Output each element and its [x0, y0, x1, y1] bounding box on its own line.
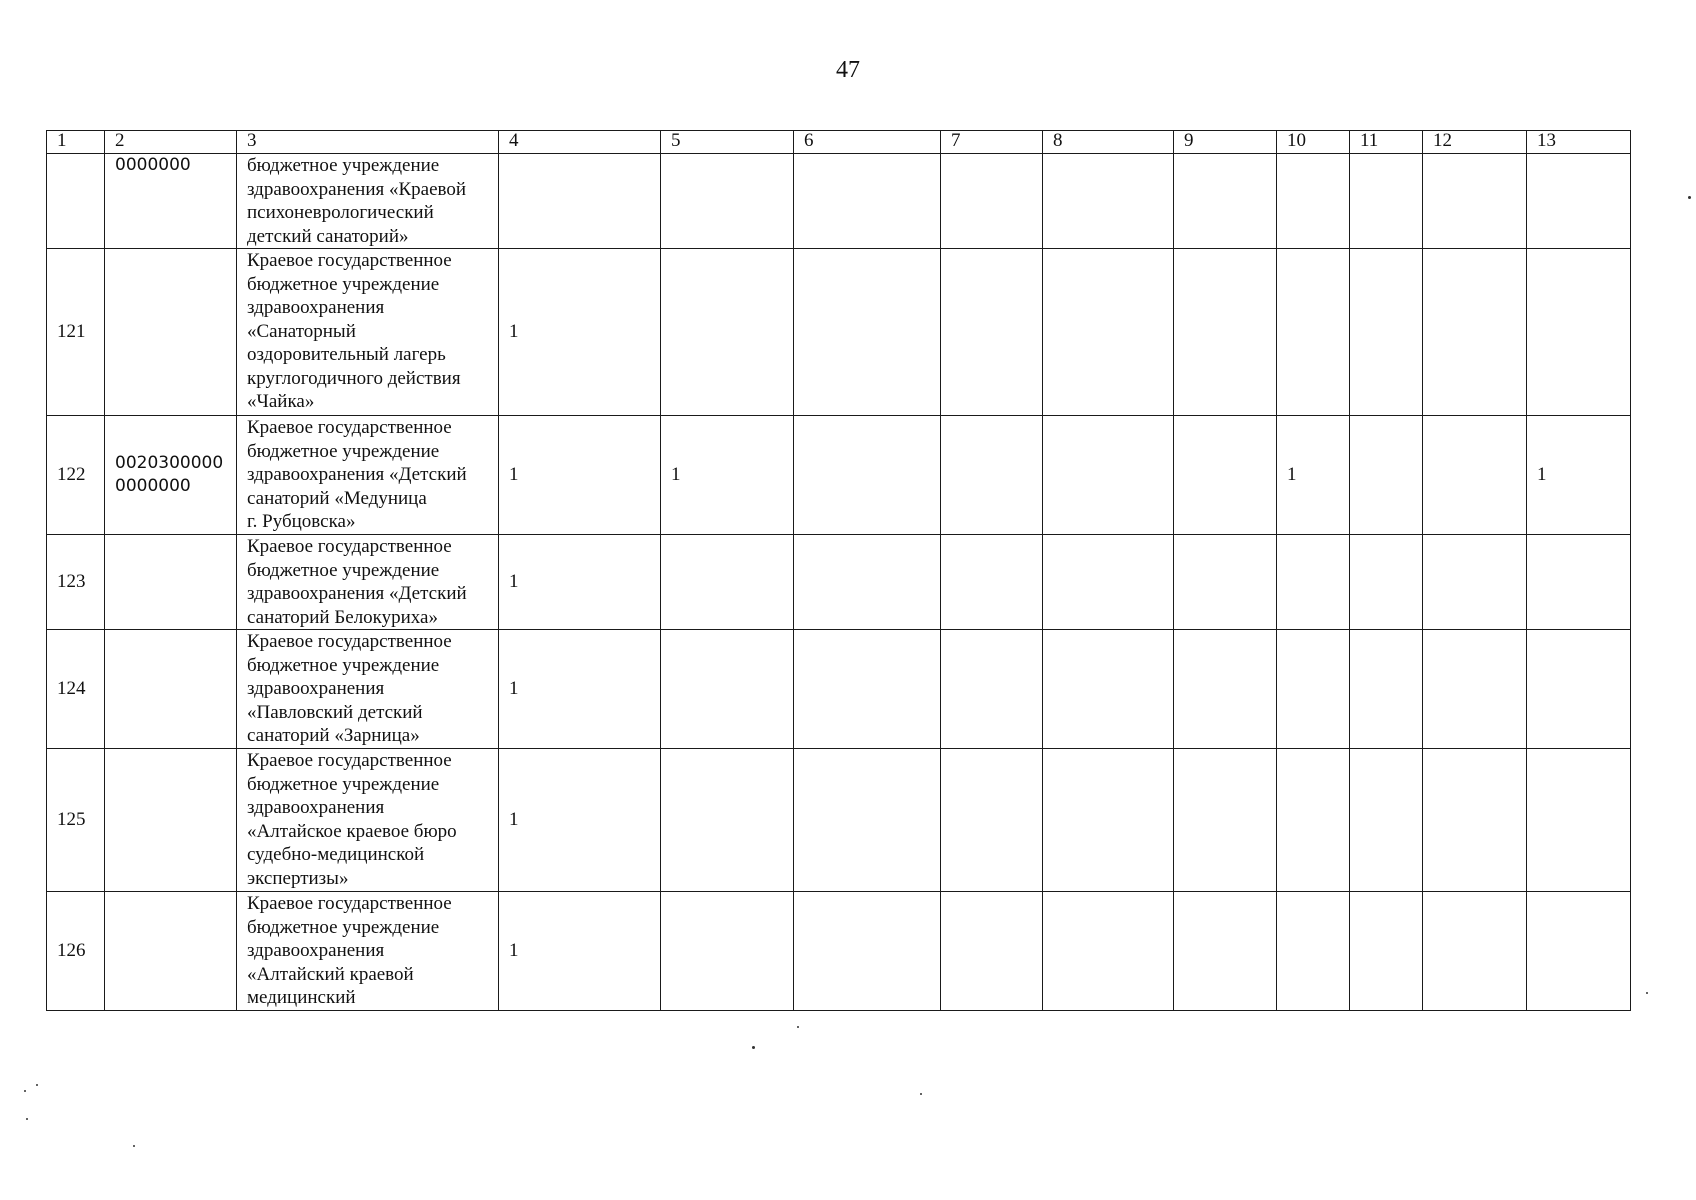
- row-number-cell: 121: [47, 249, 105, 416]
- row-number-cell: 125: [47, 749, 105, 892]
- code-cell: [105, 416, 237, 535]
- empty-cell: [1043, 154, 1174, 249]
- table-row: [47, 416, 1631, 535]
- column-number: 8: [1043, 131, 1174, 154]
- table-row: [47, 630, 1631, 749]
- empty-cell: [1423, 630, 1527, 749]
- institution-name-cell: [237, 630, 499, 749]
- scan-speck: [36, 1084, 38, 1086]
- empty-cell: [1043, 892, 1174, 1011]
- empty-cell: [1043, 535, 1174, 630]
- empty-cell: [941, 416, 1043, 535]
- institution-name-line: здравоохранения: [247, 297, 385, 318]
- column-number: 1: [47, 131, 105, 154]
- column-number: 9: [1174, 131, 1277, 154]
- empty-cell: [1423, 249, 1527, 416]
- empty-cell: [1423, 154, 1527, 249]
- empty-cell: [1174, 749, 1277, 892]
- empty-cell: [1043, 630, 1174, 749]
- institution-name-line: санаторий «Медуница: [247, 487, 427, 509]
- institution-name-line: бюджетное учреждение: [247, 273, 440, 295]
- scan-speck: [133, 1145, 135, 1147]
- value-cell: 1: [499, 749, 661, 892]
- empty-cell: [1043, 749, 1174, 892]
- institution-name-cell: [237, 892, 499, 1011]
- empty-cell: [1350, 749, 1423, 892]
- value-cell: [661, 535, 794, 630]
- institution-name-line: медицинский: [247, 987, 356, 1008]
- code-cell: [105, 630, 237, 749]
- institution-name-cell: [237, 416, 499, 535]
- institution-name-line: «Алтайский краевой: [247, 963, 414, 985]
- institution-name-cell: [237, 749, 499, 892]
- empty-cell: [1174, 892, 1277, 1011]
- institution-name-cell: [237, 535, 499, 630]
- institution-name-line: оздоровительный лагерь: [247, 344, 446, 365]
- institution-name-line: детский санаторий»: [247, 225, 409, 247]
- empty-cell: [794, 749, 941, 892]
- value-cell: 1: [499, 249, 661, 416]
- institution-name-line: бюджетное учреждение: [247, 654, 440, 676]
- empty-cell: [1043, 249, 1174, 416]
- empty-cell: [1423, 535, 1527, 630]
- empty-cell: [1174, 630, 1277, 749]
- table-body: [47, 131, 1631, 1011]
- code-cell: 0000000: [105, 154, 237, 249]
- institution-name-line: «Павловский детский: [247, 701, 423, 723]
- empty-cell: [941, 892, 1043, 1011]
- table-row: [47, 749, 1631, 892]
- value-cell: 1: [499, 535, 661, 630]
- empty-cell: [794, 892, 941, 1011]
- institution-name-line: «Чайка»: [247, 391, 315, 412]
- value-cell: [1277, 535, 1350, 630]
- row-number-cell: 124: [47, 630, 105, 749]
- column-number: 11: [1350, 131, 1423, 154]
- institution-name-line: бюджетное учреждение: [247, 559, 440, 581]
- institution-name-line: санаторий «Зарница»: [247, 725, 420, 746]
- empty-cell: [941, 249, 1043, 416]
- empty-cell: [1423, 749, 1527, 892]
- value-cell: [1527, 249, 1631, 416]
- empty-cell: [1174, 154, 1277, 249]
- institution-name-line: «Алтайское краевое бюро: [247, 820, 457, 842]
- value-cell: [1277, 154, 1350, 249]
- value-cell: [1527, 630, 1631, 749]
- value-cell: 1: [661, 416, 794, 535]
- institution-name-line: Краевое государственное: [247, 250, 452, 271]
- empty-cell: [794, 154, 941, 249]
- institution-name-line: круглогодичного действия: [247, 367, 461, 389]
- empty-cell: [794, 630, 941, 749]
- institution-name-line: бюджетное учреждение: [247, 773, 440, 795]
- empty-cell: [1423, 892, 1527, 1011]
- institution-name-line: экспертизы»: [247, 867, 349, 889]
- empty-cell: [1174, 535, 1277, 630]
- code-cell: [105, 749, 237, 892]
- column-number: 7: [941, 131, 1043, 154]
- scan-speck: [752, 1046, 755, 1049]
- value-cell: [1527, 154, 1631, 249]
- empty-cell: [1350, 535, 1423, 630]
- row-number-cell: 122: [47, 416, 105, 535]
- empty-cell: [941, 630, 1043, 749]
- column-number: 5: [661, 131, 794, 154]
- value-cell: 1: [1527, 416, 1631, 535]
- institution-name-line: Краевое государственное: [247, 536, 452, 557]
- institution-name-line: бюджетное учреждение: [247, 916, 440, 938]
- code-line: 0020300000: [115, 453, 224, 473]
- institution-name-line: г. Рубцовска»: [247, 511, 356, 532]
- empty-cell: [1174, 249, 1277, 416]
- value-cell: [499, 154, 661, 249]
- empty-cell: [1423, 416, 1527, 535]
- table-row: [47, 249, 1631, 416]
- value-cell: 1: [499, 892, 661, 1011]
- scan-speck: [920, 1093, 922, 1095]
- empty-cell: [1350, 416, 1423, 535]
- scan-speck: [797, 1026, 799, 1028]
- institution-name-line: здравоохранения: [247, 797, 385, 818]
- institution-name-line: психоневрологический: [247, 202, 434, 223]
- code-cell: [105, 892, 237, 1011]
- value-cell: [1277, 892, 1350, 1011]
- value-cell: [661, 249, 794, 416]
- table-row: [47, 892, 1631, 1011]
- empty-cell: [1350, 892, 1423, 1011]
- column-number: 4: [499, 131, 661, 154]
- value-cell: [1527, 892, 1631, 1011]
- empty-cell: [1174, 416, 1277, 535]
- column-number: 13: [1527, 131, 1631, 154]
- value-cell: [1277, 630, 1350, 749]
- value-cell: [1277, 749, 1350, 892]
- column-number: 6: [794, 131, 941, 154]
- row-number-cell: [47, 154, 105, 249]
- row-number-cell: 123: [47, 535, 105, 630]
- registry-table: [46, 130, 1631, 1011]
- institution-name-line: здравоохранения «Детский: [247, 464, 467, 485]
- scan-speck: [1646, 992, 1648, 994]
- table-row: [47, 154, 1631, 249]
- value-cell: 1: [499, 630, 661, 749]
- institution-name-line: Краевое государственное: [247, 750, 452, 771]
- value-cell: [1527, 749, 1631, 892]
- value-cell: [1527, 535, 1631, 630]
- empty-cell: [1350, 630, 1423, 749]
- column-number: 12: [1423, 131, 1527, 154]
- institution-name-line: Краевое государственное: [247, 417, 452, 438]
- empty-cell: [794, 249, 941, 416]
- institution-name-line: здравоохранения: [247, 678, 385, 699]
- institution-name-line: здравоохранения «Краевой: [247, 178, 467, 200]
- empty-cell: [1350, 154, 1423, 249]
- institution-name-line: здравоохранения «Детский: [247, 583, 467, 604]
- institution-name-cell: [237, 249, 499, 416]
- column-number-row: [47, 131, 1631, 154]
- empty-cell: [941, 749, 1043, 892]
- value-cell: 1: [499, 416, 661, 535]
- page-number: 47: [836, 57, 860, 83]
- empty-cell: [794, 535, 941, 630]
- value-cell: [661, 892, 794, 1011]
- code-line: 0000000: [115, 476, 191, 496]
- institution-name-line: бюджетное учреждение: [247, 440, 440, 462]
- institution-name-cell: [237, 154, 499, 249]
- empty-cell: [1350, 249, 1423, 416]
- column-number: 3: [237, 131, 499, 154]
- scan-speck: [26, 1118, 28, 1120]
- empty-cell: [941, 154, 1043, 249]
- empty-cell: [1043, 416, 1174, 535]
- scan-speck: [1688, 196, 1691, 199]
- institution-name-line: судебно-медицинской: [247, 844, 425, 865]
- code-cell: [105, 249, 237, 416]
- scan-speck: [24, 1090, 26, 1092]
- institution-name-line: здравоохранения: [247, 940, 385, 961]
- column-number: 2: [105, 131, 237, 154]
- code-cell: [105, 535, 237, 630]
- value-cell: 1: [1277, 416, 1350, 535]
- institution-name-line: санаторий Белокуриха»: [247, 606, 438, 628]
- institution-name-line: бюджетное учреждение: [247, 155, 440, 176]
- empty-cell: [941, 535, 1043, 630]
- value-cell: [1277, 249, 1350, 416]
- column-number: 10: [1277, 131, 1350, 154]
- row-number-cell: 126: [47, 892, 105, 1011]
- empty-cell: [794, 416, 941, 535]
- institution-name-line: Краевое государственное: [247, 631, 452, 652]
- table-row: [47, 535, 1631, 630]
- value-cell: [661, 154, 794, 249]
- institution-name-line: Краевое государственное: [247, 893, 452, 914]
- institution-name-line: «Санаторный: [247, 320, 356, 342]
- value-cell: [661, 749, 794, 892]
- value-cell: [661, 630, 794, 749]
